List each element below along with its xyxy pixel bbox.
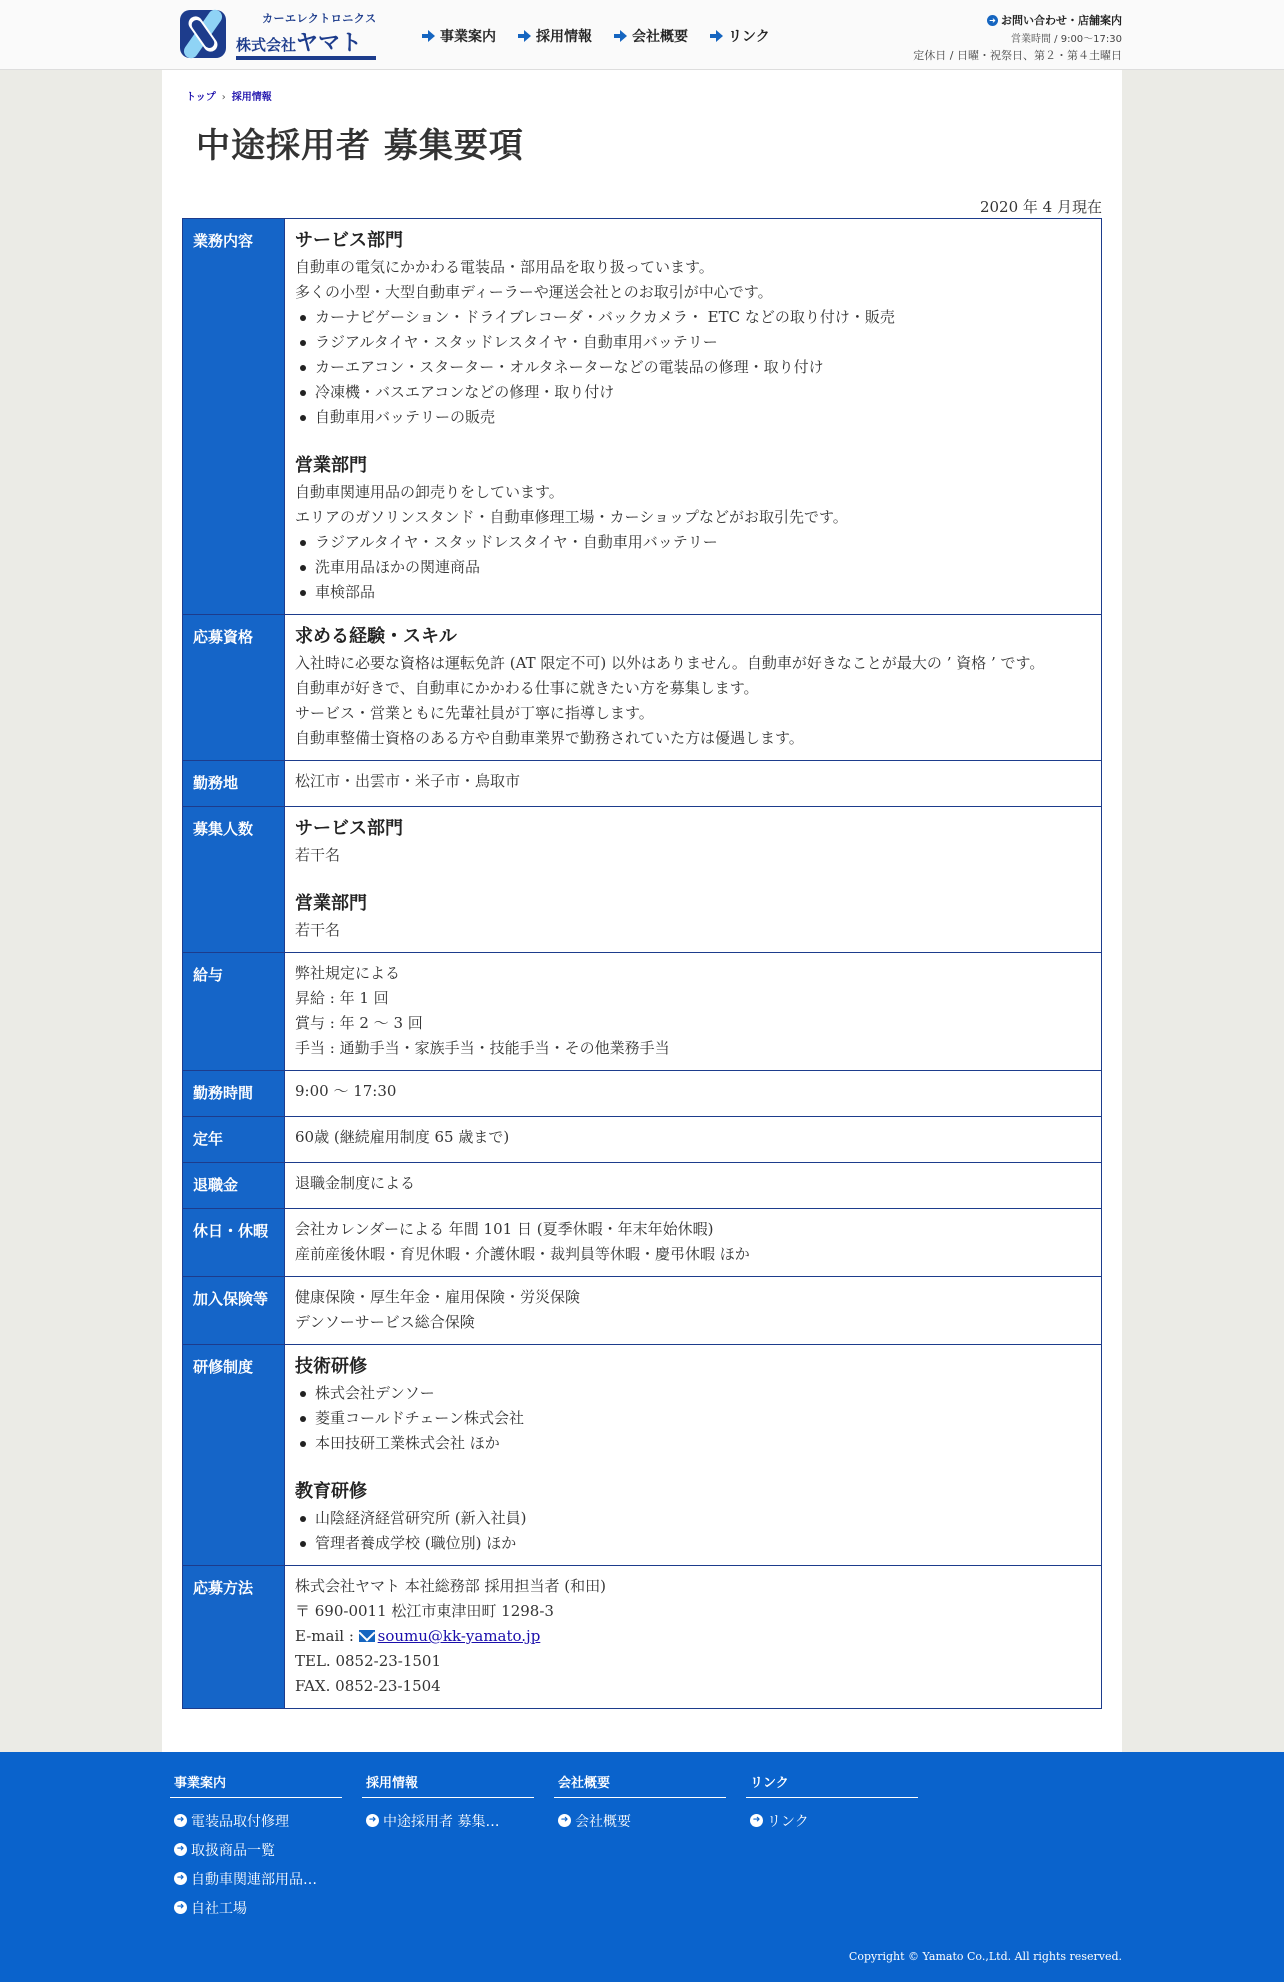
table-row	[183, 615, 1102, 761]
row-value-training	[285, 1345, 1102, 1566]
table-row	[183, 1071, 1102, 1117]
list-item: 自動車用バッテリーの販売	[295, 405, 1091, 430]
row-label-salary: 給与	[183, 953, 285, 1071]
closed-days: 定休日 / 日曜・祝祭日、第２・第４土曜日	[913, 49, 1122, 62]
list-item: 本田技研工業株式会社 ほか	[295, 1431, 1091, 1456]
row-label-qualification: 応募資格	[183, 615, 285, 761]
row-value-hours: 9:00 ～ 17:30	[285, 1071, 1102, 1117]
circle-arrow-icon: ➜	[987, 15, 998, 26]
main-content	[162, 70, 1122, 1752]
row-label-retirement: 定年	[183, 1117, 285, 1163]
row-label-holidays: 休日・休暇	[183, 1209, 285, 1277]
row-value-severance: 退職金制度による	[285, 1163, 1102, 1209]
mail-icon	[359, 1630, 375, 1642]
list-item: ラジアルタイヤ・スタッドレスタイヤ・自動車用バッテリー	[295, 330, 1091, 355]
list-item: 管理者養成学校 (職位別) ほか	[295, 1531, 1091, 1556]
footer-link[interactable]: ➜ リンク	[746, 1806, 918, 1835]
service-heading: サービス部門	[295, 818, 403, 839]
nav-item-links[interactable]: リンク	[716, 26, 770, 46]
table-row	[183, 807, 1102, 953]
table-row	[183, 761, 1102, 807]
footer-link[interactable]: ➜ 中途採用者 募集…	[362, 1806, 534, 1835]
business-hours: 営業時間 / 9:00～17:30	[1010, 34, 1122, 45]
footer-link[interactable]: ➜ 電装品取付修理	[170, 1806, 342, 1835]
row-value-business: サービス部門 自動車の電気にかかわる電装品・部用品を取り扱っています。 多くの小型・大型自動車ディーラーや運送会社とのお取引が中心です。 カーナビゲーション・ドライブレコーダ・バックカメラ・ ETC などの取り付け・販売 ラジアルタイヤ・スタッドレスタイヤ・自動車用バッテリー カーエアコン・スターター・オルタネーターなどの電装品の修理・取り付け 冷凍機・バスエアコンなどの修理・取り付け 自動車用バッテリーの販売 営業部門 自動車関連用品の卸売りをしています。 エリアのガソリンスタンド・自動車修理工場・カーショップなどがお取引先です。 ラジアルタイヤ・スタッドレスタイヤ・自動車用バッテリー 洗車用品ほかの関連商品 車検部品	[285, 219, 1102, 615]
arrow-right-icon	[428, 30, 435, 42]
breadcrumb-recruit[interactable]: 採用情報	[231, 92, 272, 103]
footer-column-links	[746, 1772, 918, 1835]
edu-training-list	[295, 1506, 1091, 1556]
row-label-hours: 勤務時間	[183, 1071, 285, 1117]
list-item: カーナビゲーション・ドライブレコーダ・バックカメラ・ ETC などの取り付け・販売	[295, 305, 1091, 330]
list-item: 山陰経済経営研究所 (新入社員)	[295, 1506, 1091, 1531]
logo-underline	[236, 56, 376, 60]
list-item: 株式会社デンソー	[295, 1381, 1091, 1406]
contact-link[interactable]: ➜ お問い合わせ・店舗案内	[913, 12, 1122, 28]
circle-arrow-icon: ➜	[174, 1843, 187, 1856]
row-label-training: 研修制度	[183, 1345, 285, 1566]
breadcrumb	[186, 88, 272, 103]
footer-link[interactable]: ➜ 自動車関連部用品…	[170, 1864, 342, 1893]
arrow-right-icon	[716, 30, 723, 42]
service-list	[295, 305, 1091, 430]
tel-number: TEL. 0852-23-1501	[295, 1652, 442, 1670]
email-link[interactable]: soumu@kk-yamato.jp	[377, 1627, 541, 1645]
footer-column-title: 事業案内	[170, 1772, 342, 1798]
row-label-business: 業務内容	[183, 219, 285, 615]
fax-number: FAX. 0852-23-1504	[295, 1677, 441, 1695]
list-item: ラジアルタイヤ・スタッドレスタイヤ・自動車用バッテリー	[295, 530, 1091, 555]
copyright: Copyright © Yamato Co.,Ltd. All rights reserved.	[848, 1950, 1122, 1963]
circle-arrow-icon: ➜	[366, 1814, 379, 1827]
company-logo[interactable]	[178, 8, 378, 60]
breadcrumb-separator: ›	[221, 92, 226, 103]
row-label-severance: 退職金	[183, 1163, 285, 1209]
circle-arrow-icon: ➜	[174, 1901, 187, 1914]
logo-mark-icon	[178, 8, 228, 60]
page-title: 中途採用者 募集要項	[196, 126, 524, 166]
footer-column-recruit	[362, 1772, 534, 1835]
row-value-salary: 弊社規定による 昇給 : 年 1 回 賞与 : 年 2 ～ 3 回 手当 : 通勤手当・家族手当・技能手当・その他業務手当	[285, 953, 1102, 1071]
breadcrumb-top[interactable]: トップ	[186, 92, 216, 103]
skills-heading: 求める経験・スキル	[295, 626, 457, 647]
email-line: E-mail : soumu@kk-yamato.jp	[295, 1627, 541, 1645]
footer-link[interactable]: ➜ 会社概要	[554, 1806, 726, 1835]
service-heading: サービス部門	[295, 230, 403, 251]
footer-column-title: 採用情報	[362, 1772, 534, 1798]
footer-column-title: 会社概要	[554, 1772, 726, 1798]
footer-link[interactable]: ➜ 取扱商品一覧	[170, 1835, 342, 1864]
table-row	[183, 1117, 1102, 1163]
table-row	[183, 1209, 1102, 1277]
sales-heading: 営業部門	[295, 455, 367, 476]
table-row	[183, 1566, 1102, 1709]
nav-item-recruit[interactable]: 採用情報	[524, 26, 592, 46]
nav-item-business[interactable]: 事業案内	[428, 26, 496, 46]
row-label-location: 勤務地	[183, 761, 285, 807]
row-label-apply: 応募方法	[183, 1566, 285, 1709]
table-row	[183, 953, 1102, 1071]
footer-column-company	[554, 1772, 726, 1835]
row-value-location: 松江市・出雲市・米子市・鳥取市	[285, 761, 1102, 807]
site-header	[0, 0, 1284, 70]
tech-training-list	[295, 1381, 1091, 1456]
arrow-right-icon	[620, 30, 627, 42]
table-row	[183, 1277, 1102, 1345]
table-row	[183, 219, 1102, 615]
tech-training-heading: 技術研修	[295, 1356, 367, 1377]
arrow-right-icon	[524, 30, 531, 42]
nav-item-company[interactable]: 会社概要	[620, 26, 688, 46]
row-label-insurance: 加入保険等	[183, 1277, 285, 1345]
list-item: 洗車用品ほかの関連商品	[295, 555, 1091, 580]
row-value-apply: 株式会社ヤマト 本社総務部 採用担当者 (和田) 〒 690-0011 松江市東津田町 1298-3 E-mail : soumu@kk-yamato.jp TEL. 0852-23-1501 FAX. 0852-23-1504	[285, 1566, 1102, 1709]
list-item: 冷凍機・バスエアコンなどの修理・取り付け	[295, 380, 1091, 405]
row-value-headcount: サービス部門 若干名 営業部門 若干名	[285, 807, 1102, 953]
circle-arrow-icon: ➜	[558, 1814, 571, 1827]
circle-arrow-icon: ➜	[750, 1814, 763, 1827]
logo-name: 株式会社ヤマト	[236, 31, 363, 56]
row-value-holidays: 会社カレンダーによる 年間 101 日 (夏季休暇・年末年始休暇) 産前産後休暇・育児休暇・介護休暇・裁判員等休暇・慶弔休暇 ほか	[285, 1209, 1102, 1277]
recruitment-table	[182, 218, 1102, 1709]
row-value-insurance: 健康保険・厚生年金・雇用保険・労災保険 デンソーサービス総合保険	[285, 1277, 1102, 1345]
table-row	[183, 1163, 1102, 1209]
footer-column-business	[170, 1772, 342, 1922]
table-row	[183, 1345, 1102, 1566]
list-item: 菱重コールドチェーン株式会社	[295, 1406, 1091, 1431]
edu-training-heading: 教育研修	[295, 1481, 367, 1502]
footer-column-title: リンク	[746, 1772, 918, 1798]
header-info	[913, 12, 1122, 63]
list-item: 車検部品	[295, 580, 1091, 605]
row-value-retirement: 60歳 (継続雇用制度 65 歳まで)	[285, 1117, 1102, 1163]
list-item: カーエアコン・スターター・オルタネーターなどの電装品の修理・取り付け	[295, 355, 1091, 380]
circle-arrow-icon: ➜	[174, 1814, 187, 1827]
global-nav	[428, 26, 798, 46]
sales-list	[295, 530, 1091, 605]
circle-arrow-icon: ➜	[174, 1872, 187, 1885]
logo-kana: カーエレクトロニクス	[262, 12, 377, 25]
row-label-headcount: 募集人数	[183, 807, 285, 953]
footer-link[interactable]: ➜ 自社工場	[170, 1893, 342, 1922]
site-footer	[0, 1752, 1284, 1982]
sales-heading: 営業部門	[295, 893, 367, 914]
as-of-date: 2020 年 4 月現在	[979, 198, 1102, 216]
row-value-qualification: 求める経験・スキル 入社時に必要な資格は運転免許 (AT 限定不可) 以外はありません。自動車が好きなことが最大の ’ 資格 ’ です。 自動車が好きで、自動車にかかわる仕事に就きたい方を募集します。 サービス・営業ともに先輩社員が丁寧に指導します。 自動車整備士資格のある方や自動車業界で勤務されていた方は優遇します。	[285, 615, 1102, 761]
